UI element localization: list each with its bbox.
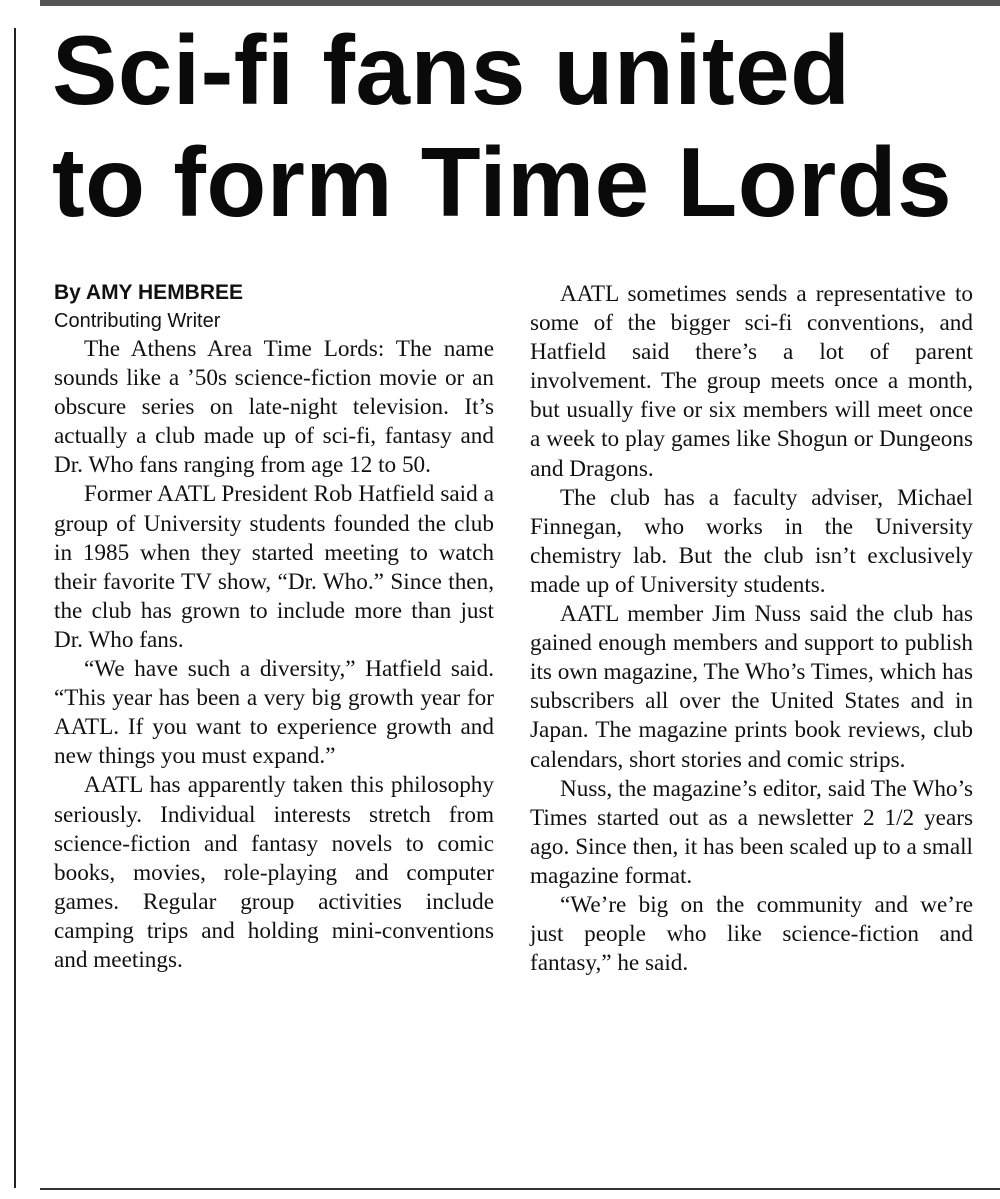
headline-line-1: Sci-fi fans united bbox=[52, 15, 851, 125]
byline: By AMY HEMBREE bbox=[54, 281, 244, 304]
paragraph: Former AATL President Rob Hatfield said a group of University students founded the club in 1985 when they started meeting to watch their favorite TV show, “Dr. Who.” Since then, the club has grown to include more than just Dr. Who fans. bbox=[54, 481, 494, 653]
article-column-left bbox=[54, 278, 494, 975]
paragraph: The club has a faculty adviser, Michael Finnegan, who works in the University chemistry lab. But the club isn’t exclusively made up of University students. bbox=[530, 484, 973, 598]
paragraph: “We have such a diversity,” Hatfield said. “This year has been a very big growth year for AATL. If you want to experience growth and new things you must expand.” bbox=[54, 656, 494, 770]
top-rule bbox=[40, 0, 1000, 6]
headline-line-2: to form Time Lords bbox=[52, 127, 953, 237]
left-rule bbox=[14, 28, 16, 1188]
paragraph: The Athens Area Time Lords: The name sounds like a ’50s science-fiction movie or an obscure series on late-night television. It’s actually a club made up of sci-fi, fantasy and Dr. Who fans ranging from age 12 to 50. bbox=[54, 336, 494, 479]
paragraph: AATL has apparently taken this philosophy seriously. Individual interests stretch from science-fiction and fantasy novels to comic books, movies, role-playing and computer games. Regular group activities include camping trips and holding mini-conventions and meetings. bbox=[54, 772, 494, 973]
paragraph: Nuss, the magazine’s editor, said The Who’s Times started out as a newsletter 2 1/2 years ago. Since then, it has been scaled up to a small magazine format. bbox=[530, 775, 973, 889]
headline bbox=[52, 14, 992, 238]
bottom-rule bbox=[40, 1188, 1000, 1190]
paragraph: AATL member Jim Nuss said the club has gained enough members and support to publish its own magazine, The Who’s Times, which has subscribers all over the United States and in Japan. The magazine prints book reviews, club calendars, short stories and comic strips. bbox=[530, 601, 973, 773]
paragraph: AATL sometimes sends a representative to some of the bigger sci-fi conventions, and Hatfield said there’s a lot of parent involvement. The group meets once a month, but usually five or six members will meet once a week to play games like Shogun or Dungeons and Dragons. bbox=[530, 281, 973, 482]
article-column-right bbox=[530, 280, 973, 978]
byline-role: Contributing Writer bbox=[54, 310, 221, 332]
paragraph: “We’re big on the community and we’re just people who like science-fiction and fantasy,” he said. bbox=[530, 891, 973, 977]
